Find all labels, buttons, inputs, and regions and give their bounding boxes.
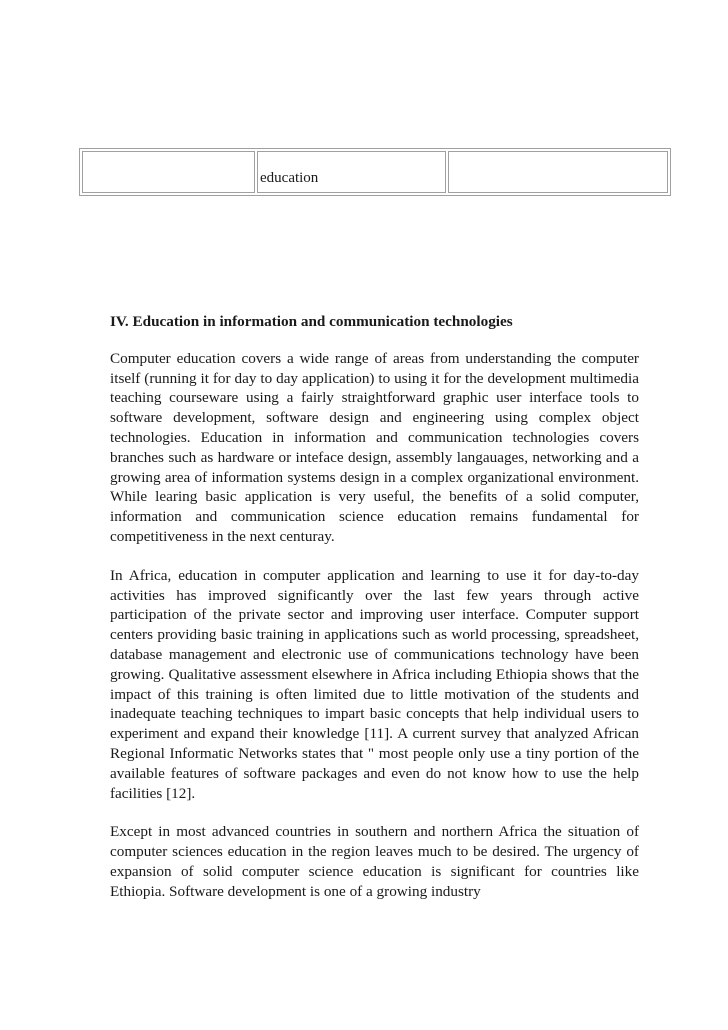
section-heading: IV. Education in information and communication technologies bbox=[110, 313, 513, 330]
section-body bbox=[110, 312, 639, 921]
table-cell bbox=[448, 151, 668, 193]
table-cell: education bbox=[257, 151, 446, 193]
paragraph: Except in most advanced countries in southern and northern Africa the situation of computer sciences education in the region leaves much to be desired. The urgency of expansion of solid computer science education is significant for countries like Ethiopia. Software development is one of a growing industry bbox=[110, 823, 639, 900]
paragraph: Computer education covers a wide range of areas from understanding the computer itself (running it for day to day application) to using it for the development multimedia teaching courseware using a fairly straightforward graphic user interface tools to software development, software design and engineering using complex object technologies. Education in information and communication technologies covers branches such as hardware or inteface design, assembly langauages, networking and a growing area of information systems design in a complex organizational environment. While learing basic application is very useful, the benefits of a solid computer, information and communication science education remains fundamental for competitiveness in the next centuray. bbox=[110, 349, 639, 545]
table-cell bbox=[82, 151, 255, 193]
paragraph: In Africa, education in computer application and learning to use it for day-to-day activities has improved significantly over the last few years through active participation of the private sector and improving user interface. Computer support centers providing basic training in applications such as world processing, spreadsheet, database management and electronic use of communications technology have been growing. Qualitative assessment elsewhere in Africa including Ethiopia shows that the impact of this training is often limited due to little motivation of the students and inadequate teaching techniques to impart basic concepts that help individual users to experiment and expand their knowledge [11]. A current survey that analyzed African Regional Informatic Networks states that " most people only use a tiny portion of the available features of software packages and even do not know how to use the help facilities [12]. bbox=[110, 566, 639, 802]
table-fragment bbox=[79, 148, 671, 196]
